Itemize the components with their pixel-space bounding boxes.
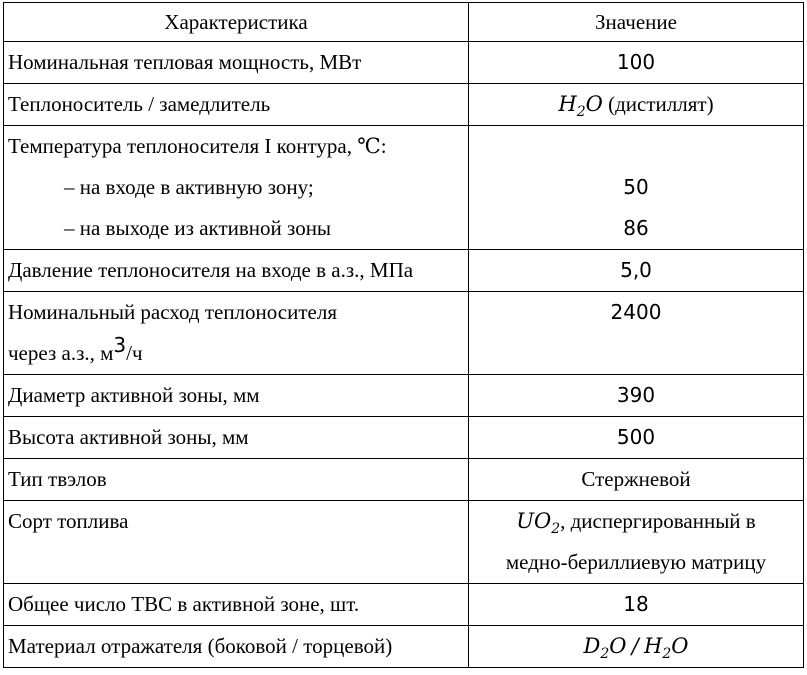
table-row (4, 626, 804, 668)
fuel-grade-line1: $UO_2$, диспергированный в (516, 509, 756, 538)
row-name: Материал отражателя (боковой / торцевой) (4, 626, 469, 668)
table-row (4, 501, 804, 584)
row-value: 500 (469, 417, 804, 459)
row-value: 100 (469, 42, 804, 84)
table-row (4, 584, 804, 626)
row-name: Диаметр активной зоны, мм (4, 375, 469, 417)
inlet-label: – на входе в активную зону; (64, 175, 314, 199)
formula-h2o: $H_2O$ (644, 634, 689, 663)
row-name (4, 126, 469, 250)
fuel-grade-line2: медно-бериллиевую матрицу (505, 550, 767, 574)
row-value: 390 (469, 375, 804, 417)
table-row (4, 417, 804, 459)
header-characteristic: Характеристика (4, 3, 469, 42)
row-name (4, 292, 469, 375)
row-name: Давление теплоносителя на входе в а.з., МПа (4, 250, 469, 292)
table-row (4, 250, 804, 292)
row-value (469, 626, 804, 668)
row-name: Номинальная тепловая мощность, МВт (4, 42, 469, 84)
formula-uo2: $UO_2$ (516, 509, 561, 538)
row-name: Теплоноситель / замедлитель (4, 84, 469, 126)
outlet-label: – на выходе из активной зоны (64, 216, 332, 240)
table-row (4, 459, 804, 501)
header-value: Значение (469, 3, 804, 42)
row-value (469, 84, 804, 126)
table-row (4, 126, 804, 250)
row-name: Высота активной зоны, мм (4, 417, 469, 459)
flow-name-line1: Номинальный расход теплоносителя (8, 300, 337, 324)
temperature-title: Температура теплоносителя I контура, ℃: (8, 134, 387, 158)
flow-name-line2: через а.з., $м^3/ч$ (8, 333, 143, 365)
inlet-value: 50 (623, 175, 649, 199)
row-value: 5,0 (469, 250, 804, 292)
row-name: Тип твэлов (4, 459, 469, 501)
formula-separator: / (631, 634, 639, 658)
row-value: Стержневой (469, 459, 804, 501)
coolant-note: (дистиллят) (608, 92, 714, 116)
row-value (469, 501, 804, 584)
row-value (469, 126, 804, 250)
outlet-value: 86 (623, 216, 649, 240)
table-row (4, 42, 804, 84)
formula-h2o: $H_2O$ (558, 92, 603, 121)
row-value: 2400 (469, 292, 804, 375)
row-name: Сорт топлива (4, 501, 469, 584)
table-row (4, 84, 804, 126)
row-value: 18 (469, 584, 804, 626)
table-header-row (4, 3, 804, 42)
formula-d2o: $D_2O$ (583, 634, 627, 663)
table-row (4, 375, 804, 417)
characteristics-table (3, 2, 804, 668)
row-name: Общее число ТВС в активной зоне, шт. (4, 584, 469, 626)
table-row (4, 292, 804, 375)
